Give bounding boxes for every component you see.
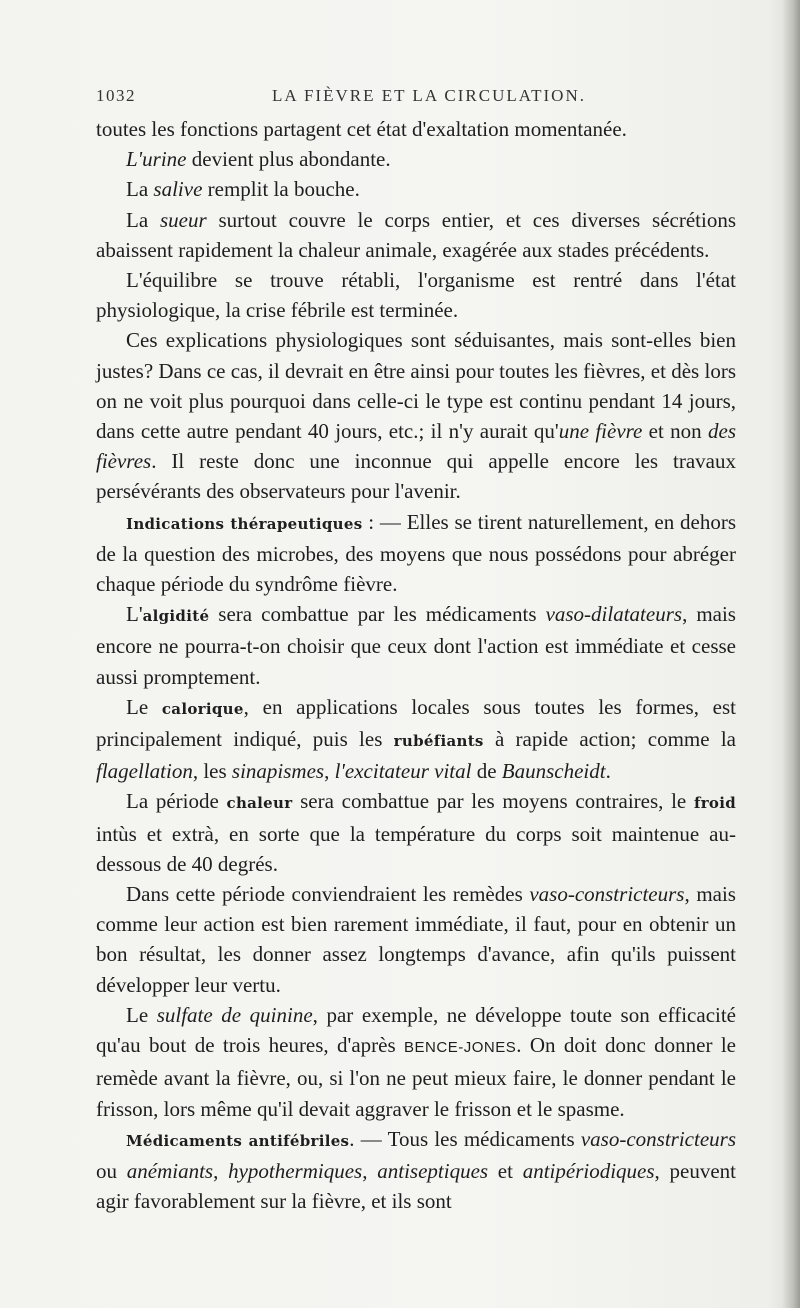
paragraph-indications: Indications thérapeutiques : — Elles se tirent naturellement, en dehors de la question des microbes, des moyens que nous possédons pour abréger chaque période du syndrôme fièvre. [96,509,736,597]
paragraph-equilibre: L'équilibre se trouve rétabli, l'organisme est rentré dans l'état physiologique, la crise fébrile est terminée. [96,268,736,323]
section-heading: Médicaments antifébriles [126,1131,350,1150]
author-name: BENCE-JONES [404,1039,517,1057]
paragraph-vaso-constricteurs: Dans cette période conviendraient les remèdes vaso-constricteurs, mais comme leur action est bien rarement immédiate, il faut, pour en obtenir un bon résultat, les donner assez longtemps d'avance, afin qu'ils puissent développer leur vertu. [96,882,736,997]
section-heading: Indications thérapeutiques [126,514,363,533]
running-title: LA FIÈVRE ET LA CIRCULATION. [272,86,586,105]
paragraph-chaleur: La période chaleur sera combattue par les moyens contraires, le froid intùs et extrà, en sorte que la température du corps soit maintenue au-dessous de 40 degrés. [96,789,736,876]
body-text [96,114,736,1216]
paragraph-antifebriles: Médicaments antifébriles. — Tous les médicaments vaso-constricteurs ou anémiants, hypothermiques, antiseptiques et antipériodiques, peuvent agir favorablement sur la fièvre, et ils sont [96,1126,737,1214]
paragraph-urine: L'urine devient plus abondante. [126,147,391,172]
page-number: 1032 [96,86,136,105]
paragraph-calorique: Le calorique, en applications locales sous toutes les formes, est principalement indiqué, puis les rubéfiants à rapide action; comme la flagellation, les sinapismes, l'excitateur vital de Baunscheidt. [96,694,736,784]
paragraph-explications: Ces explications physiologiques sont séduisantes, mais sont-elles bien justes? Dans ce cas, il devrait en être ainsi pour toutes les fièvres, et dès lors on ne voit plus pourquoi dans celle-ci le type est continu pendant 14 jours, dans cette autre pendant 40 jours, etc.; il n'y aurait qu'une fièvre et non des fièvres. Il reste donc une inconnue qui appelle encore les travaux persévérants des observateurs pour l'avenir. [96,328,736,504]
page-edge-shadow [782,0,800,1308]
paragraph-algidite: L'algidité sera combattue par les médicaments vaso-dilatateurs, mais encore ne pourra-t-on choisir que ceux dont l'action est immédiate et cesse aussi promptement. [96,602,736,689]
paragraph-quinine: Le sulfate de quinine, par exemple, ne développe toute son efficacité qu'au bout de trois heures, d'après BENCE-JONES. On doit donc donner le remède avant la fièvre, ou, si l'on ne peut mieux faire, le donner pendant le frisson, lors même qu'il devait aggraver le frisson et le spasme. [96,1002,737,1121]
paragraph-sueur: La sueur surtout couvre le corps entier, et ces diverses sécrétions abaissent rapidement la chaleur animale, exagérée aux stades précédents. [96,207,737,262]
paragraph-salive: La salive remplit la bouche. [126,177,360,202]
paragraph-continuation: toutes les fonctions partagent cet état d'exaltation momentanée. [96,117,627,141]
